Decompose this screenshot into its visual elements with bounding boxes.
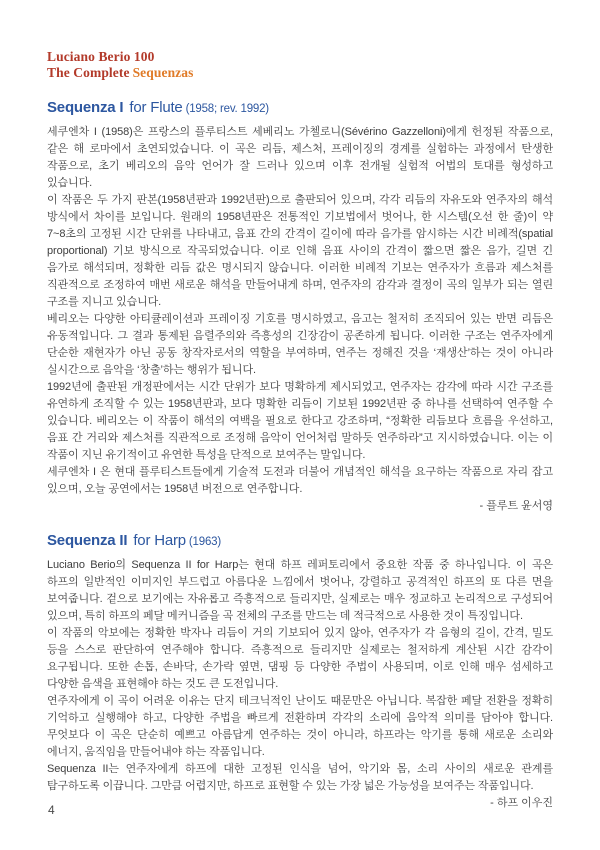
section-sequenza-2 — [47, 531, 553, 812]
paragraph: Luciano Berio의 Sequenza II for Harp는 현대 하프 레퍼토리에서 중요한 작품 중 하나입니다. 이 곡은 하프의 일반적인 이미지인 부드럽고 아름다운 느낌에서 벗어나, 강렬하고 공격적인 하프의 또 다른 면을 보여줍니다. 겉으로 보기에는 자유롭고 즉흥적으로 들리지만, 실제로는 매우 정교하고 논리적으로 구성되어 있으며, 특히 하프의 페달 메커니즘을 곡 전체의 구조를 만드는 데 적극적으로 사용한 것이 특징입니다. — [47, 559, 553, 622]
series-header — [47, 49, 553, 81]
paragraph: Sequenza II는 연주자에게 하프에 대한 고정된 인식을 넘어, 악기와 몸, 소리 사이의 새로운 관계를 탐구하도록 이끕니다. 그만큼 어렵지만, 하프로 표현할 수 있는 가장 넓은 가능성을 보여주는 작품입니다. — [47, 763, 553, 792]
piece-year: (1963) — [188, 536, 221, 548]
piece-title-sequenza-1 — [47, 98, 553, 119]
performer-credit-harp: - 하프 이우진 — [490, 797, 553, 809]
piece-name: Sequenza I — [47, 99, 124, 116]
page-number: 4 — [48, 803, 55, 817]
section-sequenza-1 — [47, 98, 553, 515]
performer-credit-flute: - 플루트 윤서영 — [479, 500, 553, 512]
series-title-line2-main: The Complete — [47, 65, 130, 80]
paragraph: 이 작품은 두 가지 판본(1958년판과 1992년판)으로 출판되어 있으며, 각각 리듬의 자유도와 연주자의 해석 방식에서 차이를 보입니다. 원래의 1958년판은 전통적인 기보법에서 벗어나, 한 시스템(오선 한 줄)이 약 7~8초의 고정된 시간 단위를 나타내고, 음표 간의 간격이 길이에 따라 음가를 암시하는 시간 비례적(spatial proportional) 기보 방식으로 작곡되었습니다. 이로 인해 음표 사이의 간격이 짧으면 짧은 음가, 길면 긴 음가로 해석되며, 정확한 리듬 값은 명시되지 않습니다. 이러한 비례적 기보는 연주자가 흐름과 제스처를 직관적으로 조정하여 매번 새로운 해석을 만들어내게 하며, 연주자의 감각과 결정이 곡의 일부가 되는 열린 구조를 지니고 있습니다. — [47, 194, 553, 308]
paragraph: 연주자에게 이 곡이 어려운 이유는 단지 테크닉적인 난이도 때문만은 아닙니다. 복잡한 페달 전환을 정확히 기억하고 실행해야 하고, 다양한 주법을 빠르게 전환하며 각각의 소리에 음악적 의미를 담아야 합니다. 무엇보다 이 곡은 단순히 예쁘고 아름답게 연주하는 것이 아니라, 하프라는 악기를 통해 새로운 소리와 에너지, 움직임을 만들어내야 하는 작품입니다. — [47, 695, 553, 758]
series-title-line2 — [47, 65, 553, 81]
series-title-line2-accent: Sequenzas — [132, 65, 194, 80]
piece-instrument: for Flute — [129, 99, 183, 116]
piece-instrument: for Harp — [133, 532, 186, 549]
paragraph: 1992년에 출판된 개정판에서는 시간 단위가 보다 명확하게 제시되었고, 연주자는 감각에 따라 시간 구조를 유연하게 조직할 수 있는 1958년판과, 보다 명확한 리듬이 기보된 1992년판 중 하나를 선택하여 연주할 수 있습니다. 베리오는 이 작품이 해석의 여백을 필요로 한다고 강조하며, “정확한 리듬보다 흐름을 우선하고, 음표 간 거리와 제스처를 직관적으로 조정해 음악이 언어처럼 말하듯 연주하라”고 지시하였습니다. 이는 이 작품이 지닌 유기적이고 유연한 특성을 단적으로 보여주는 말입니다. — [47, 381, 553, 461]
piece-title-sequenza-2 — [47, 531, 553, 552]
paragraph: 이 작품의 악보에는 정확한 박자나 리듬이 거의 기보되어 있지 않아, 연주자가 각 음형의 길이, 간격, 밀도 등을 스스로 판단하여 연주해야 합니다. 즉흥적으로 들리지만 실제로는 철저하게 계산된 시간 감각이 요구됩니다. 또한 손톱, 손바닥, 손가락 옆면, 댐핑 등 다양한 주법이 사용되며, 이로 인해 매우 섬세하고 다양한 음색을 표현해야 하는 것도 큰 도전입니다. — [47, 627, 553, 690]
series-title-line1: Luciano Berio 100 — [47, 49, 155, 64]
piece-year: (1958; rev. 1992) — [185, 103, 269, 115]
paragraph: 세쿠엔차 I 은 현대 플루티스트들에게 기술적 도전과 더불어 개념적인 해석을 요구하는 작품으로 자리 잡고 있으며, 오늘 공연에서는 1958년 버전으로 연주합니다. — [47, 466, 553, 495]
paragraph: 세쿠엔차 I (1958)은 프랑스의 플루티스트 세베리노 가첼로니(Sévérino Gazzelloni)에게 헌정된 작품으로, 같은 해 로마에서 초연되었습니다. 이 곡은 리듬, 제스처, 프레이징의 경계를 실험하는 과정에서 탄생한 작품으로, 초기 베리오의 음악 언어가 잘 드러나 있으며 이후 전개될 실험적 어법의 토대를 형성하고 있습니다. — [47, 126, 553, 189]
paragraph: 베리오는 다양한 아티큘레이션과 프레이징 기호를 명시하였고, 음고는 철저히 조직되어 있는 반면 리듬은 유동적입니다. 그 결과 통제된 음렬주의와 즉흥성의 긴장감이 공존하게 됩니다. 이러한 구조는 연주자에게 단순한 재현자가 아닌 공동 창작자로서의 역할을 부여하며, 연주는 정해진 것을 ‘재생산’하는 것이 아니라 실시간으로 음악을 ‘창출’하는 행위가 됩니다. — [47, 313, 553, 376]
piece-name: Sequenza II — [47, 532, 128, 549]
